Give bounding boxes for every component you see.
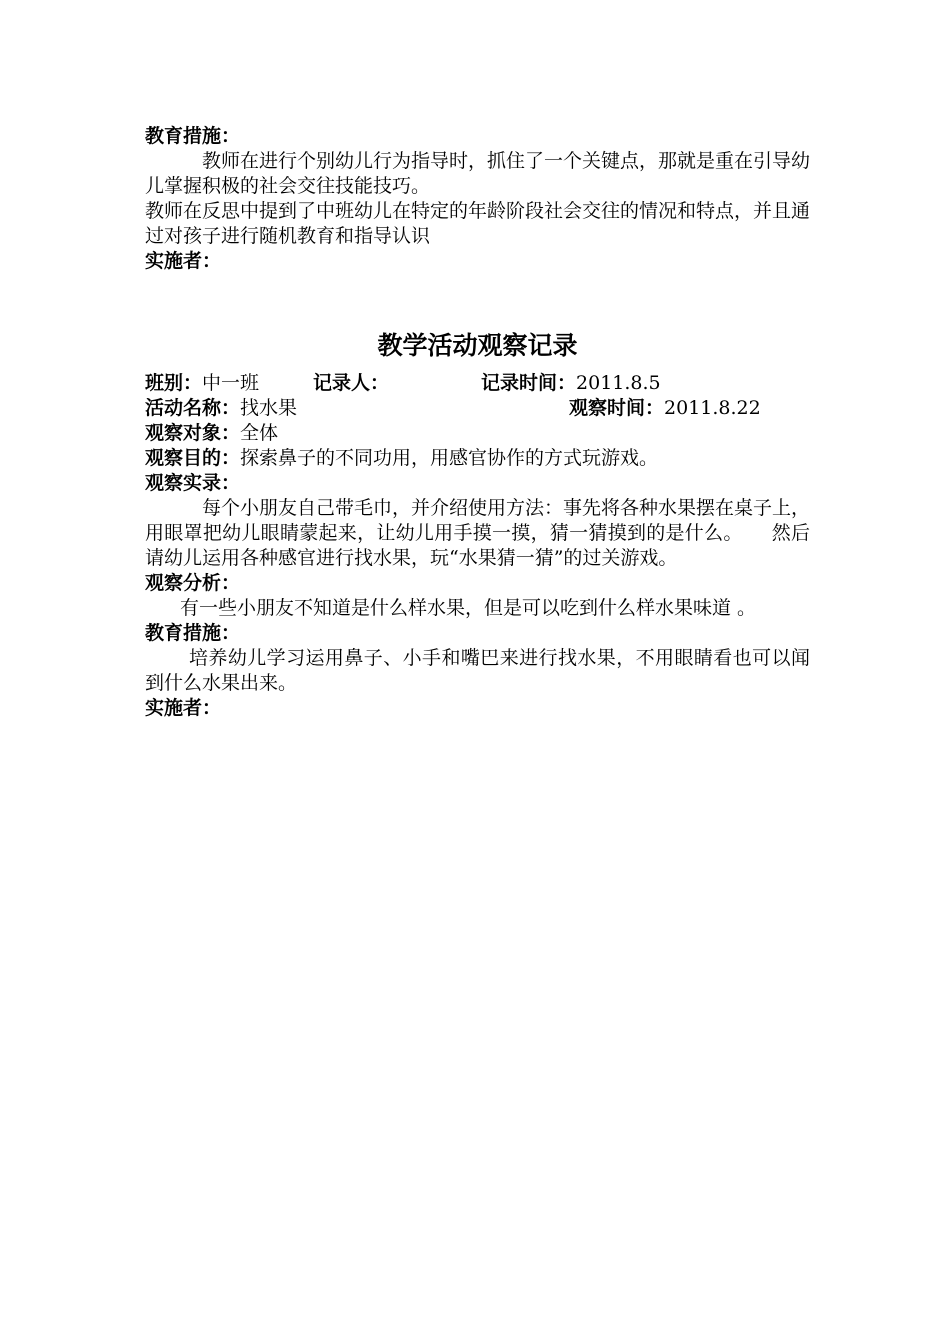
measures-text: 培养幼儿学习运用鼻子、小手和嘴巴来进行找水果，不用眼睛看也可以闻到什么水果出来。 bbox=[145, 647, 810, 694]
recorder-label: 记录人： bbox=[313, 372, 390, 394]
target-row bbox=[145, 421, 810, 446]
measures-label: 教育措施： bbox=[145, 622, 241, 644]
prev-measures-text: 教师在进行个别幼儿行为指导时，抓住了一个关键点，那就是重在引导幼儿掌握积极的社会交往技能技巧。 bbox=[145, 150, 811, 197]
record-time-field bbox=[481, 371, 661, 396]
activity-field bbox=[145, 396, 297, 421]
purpose-row bbox=[145, 446, 810, 471]
prev-measures-label: 教育措施： bbox=[145, 125, 241, 147]
purpose-value: 探索鼻子的不同功用，用感官协作的方式玩游戏。 bbox=[240, 447, 659, 469]
prev-implementer-label: 实施者： bbox=[145, 250, 222, 272]
document-page bbox=[145, 124, 810, 721]
target-label: 观察对象： bbox=[145, 422, 241, 444]
class-recorder-row bbox=[145, 371, 810, 396]
activity-row bbox=[145, 396, 810, 421]
class-value: 中一班 bbox=[202, 372, 260, 394]
class-label: 班别： bbox=[145, 372, 203, 394]
analysis-text: 有一些小朋友不知道是什么样水果，但是可以吃到什么样水果味道 。 bbox=[180, 597, 757, 619]
analysis-label: 观察分析： bbox=[145, 572, 241, 594]
facts-label: 观察实录： bbox=[145, 472, 241, 494]
observe-time-field bbox=[569, 396, 761, 421]
page-title: 教学活动观察记录 bbox=[377, 331, 578, 360]
class-field bbox=[145, 371, 259, 396]
record-time-label: 记录时间： bbox=[481, 372, 577, 394]
implementer-label: 实施者： bbox=[145, 697, 222, 719]
target-value: 全体 bbox=[240, 422, 279, 444]
prev-measures-text-2: 教师在反思中提到了中班幼儿在特定的年龄阶段社会交往的情况和特点，并且通过对孩子进行随机教育和指导认识 bbox=[145, 200, 811, 247]
facts-text: 每个小朋友自己带毛巾，并介绍使用方法：事先将各种水果摆在桌子上，用眼罩把幼儿眼睛蒙起来，让幼儿用手摸一摸，猜一猜摸到的是什么。 然后请幼儿运用各种感官进行找水果，玩“水果猜一猜”的过关游戏。 bbox=[145, 497, 811, 569]
purpose-label: 观察目的： bbox=[145, 447, 241, 469]
observe-time-label: 观察时间： bbox=[569, 397, 665, 419]
activity-label: 活动名称： bbox=[145, 397, 241, 419]
observe-time-value: 2011.8.22 bbox=[664, 397, 761, 419]
activity-value: 找水果 bbox=[240, 397, 298, 419]
record-time-value: 2011.8.5 bbox=[576, 372, 661, 394]
